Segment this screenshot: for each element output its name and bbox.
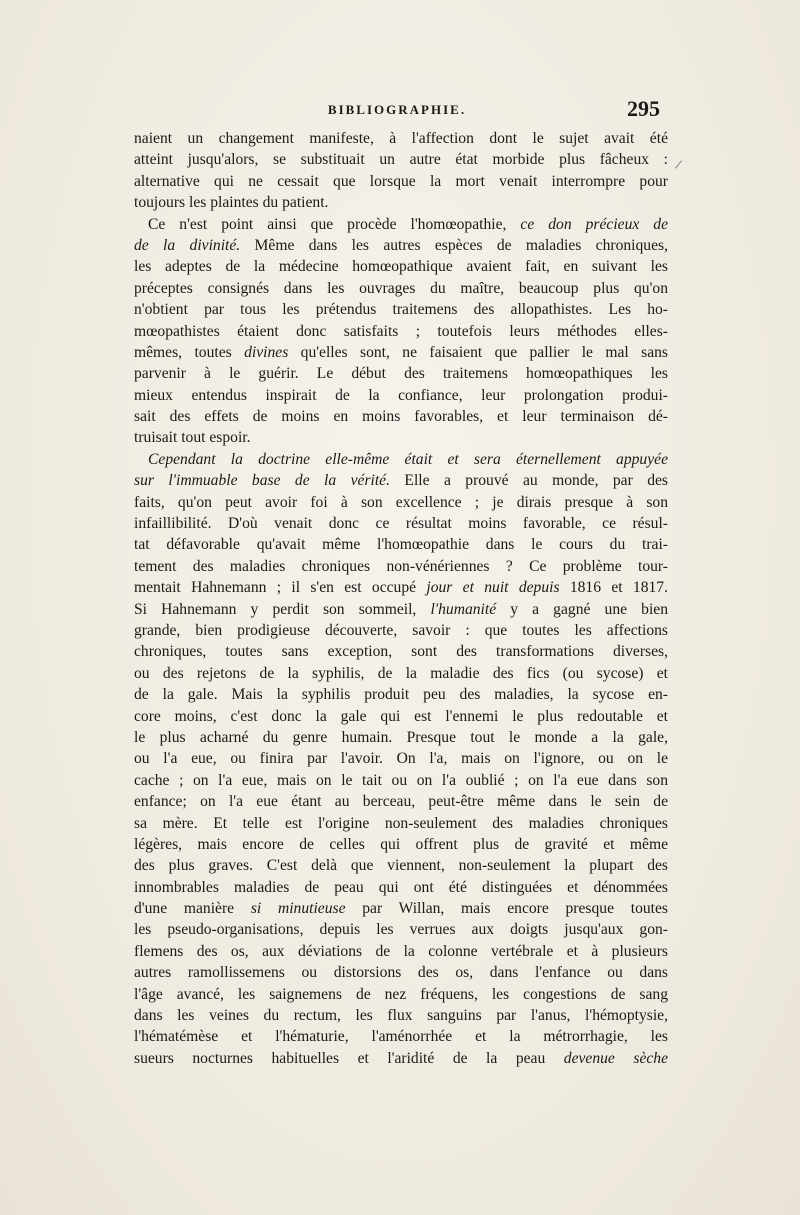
text-line: d'une manière si minutieuse par Willan, mais encore presque toutes: [134, 900, 668, 918]
text-line: Ce n'est point ainsi que procède l'homœopathie, ce don précieux de: [148, 215, 668, 233]
text-line: de la gale. Mais la syphilis produit peu des maladies, la sycose en-: [134, 686, 668, 704]
text-line: les pseudo-organisations, depuis les verrues aux doigts jusqu'aux gon-: [134, 921, 668, 939]
text-line: chroniques, toutes sans exception, sont des transformations diverses,: [134, 643, 668, 661]
text-line: des plus graves. C'est delà que viennent, non-seulement la plupart des: [134, 857, 668, 875]
text-line: Si Hahnemann y perdit son sommeil, l'humanité y a gagné une bien: [134, 600, 668, 618]
running-head: BIBLIOGRAPHIE.: [327, 102, 467, 117]
text-line: ou des rejetons de la syphilis, de la maladie des fics (ou sycose) et: [134, 664, 668, 682]
text-line: les adeptes de la médecine homœopathique avaient fait, en suivant les: [134, 258, 668, 276]
italic-phrase: l'humanité: [430, 600, 497, 618]
italic-phrase: sur l'immuable base de la vérité.: [134, 472, 390, 490]
italic-phrase: ce don précieux de: [520, 215, 668, 233]
text-line: [134, 449, 668, 470]
text-line: mentait Hahnemann ; il s'en est occupé jour et nuit depuis 1816 et 1817.: [134, 579, 668, 597]
body-text: [134, 128, 668, 1069]
text-line: ou l'a eue, ou finira par l'avoir. On l'a, mais on l'ignore, ou on le: [134, 750, 668, 768]
italic-phrase: divines: [244, 343, 289, 361]
page-number: 295: [627, 96, 660, 121]
text-line: flemens des os, aux déviations de la colonne vertébrale et à plusieurs: [134, 942, 668, 960]
text-line: autres ramollissemens ou distorsions des os, dans l'enfance ou dans: [134, 964, 668, 982]
italic-phrase: si minutieuse: [250, 900, 346, 918]
text-line: dans les veines du rectum, les flux sanguins par l'anus, l'hémoptysie,: [134, 1007, 668, 1025]
text-line: parvenir à le guérir. Le début des traitemens homœopathiques les: [134, 365, 668, 383]
text-line: légères, mais encore de celles qui offrent plus de gravité et même: [134, 835, 668, 853]
text-line: innombrables maladies de peau qui ont été distinguées et dénommées: [134, 878, 668, 896]
text-line: sait des effets de moins en moins favorables, et leur terminaison dé-: [134, 408, 668, 426]
text-line: tat défavorable qu'avait même l'homœopathie dans le cours du trai-: [134, 536, 668, 554]
page-header: [134, 96, 660, 128]
italic-phrase: de la divinité.: [134, 236, 241, 254]
text-line: mêmes, toutes divines qu'elles sont, ne faisaient que pallier le mal sans: [134, 343, 668, 361]
text-line: sa mère. Et telle est l'origine non-seulement des maladies chroniques: [134, 814, 668, 832]
text-line: enfance; on l'a eue étant au berceau, peut-être même dans le sein de: [134, 793, 668, 811]
text-line: alternative qui ne cessait que lorsque la mort venait interrompre pour: [134, 172, 668, 190]
text-line: n'obtient par tous les prétendus traitemens des allopathistes. Les ho-: [134, 301, 668, 319]
italic-phrase: Cependant la doctrine elle-même était et sera éternellement appuyée: [148, 450, 668, 468]
text-line: l'hématémèse et l'hématurie, l'aménorrhée et la métrorrhagie, les: [134, 1028, 668, 1046]
italic-phrase: jour et nuit depuis: [426, 579, 560, 597]
text-line: truisait tout espoir.: [134, 429, 251, 447]
text-line: tement des maladies chroniques non-vénériennes ? Ce problème tour-: [134, 557, 668, 575]
text-line: mieux entendus inspirait de la confiance, leur prolongation produi-: [134, 386, 668, 404]
text-line: toujours les plaintes du patient.: [134, 194, 329, 212]
text-line: le plus acharné du genre humain. Presque tout le monde a la gale,: [134, 728, 668, 746]
text-line: préceptes consignés dans les ouvrages du maître, beaucoup plus qu'on: [134, 279, 668, 297]
text-line: sur l'immuable base de la vérité. Elle a prouvé au monde, par des: [134, 472, 668, 490]
text-line: infaillibilité. D'où venait donc ce résultat moins favorable, ce résul-: [134, 515, 668, 533]
text-line: l'âge avancé, les saignemens de nez fréquens, les congestions de sang: [134, 985, 668, 1003]
text-line: grande, bien prodigieuse découverte, savoir : que toutes les affections: [134, 621, 668, 639]
text-line: de la divinité. Même dans les autres espèces de maladies chroniques,: [134, 236, 668, 254]
text-line: sueurs nocturnes habituelles et l'aridité de la peau devenue sèche: [134, 1049, 668, 1067]
margin-mark: /: [673, 157, 683, 174]
text-line: naient un changement manifeste, à l'affection dont le sujet avait été: [134, 130, 668, 147]
italic-phrase: devenue sèche: [563, 1049, 668, 1067]
text-line: core moins, c'est donc la gale qui est l'ennemi le plus redoutable et: [134, 707, 668, 725]
text-line: mœopathistes étaient donc satisfaits ; toutefois leurs méthodes elles-: [134, 322, 668, 340]
text-line: cache ; on l'a eue, mais on le tait ou on l'a oublié ; on l'a eue dans son: [134, 771, 668, 789]
text-line: faits, qu'on peut avoir foi à son excellence ; je dirais presque à son: [134, 493, 668, 511]
text-line: atteint jusqu'alors, se substituait un autre état morbide plus fâcheux :: [134, 151, 668, 169]
